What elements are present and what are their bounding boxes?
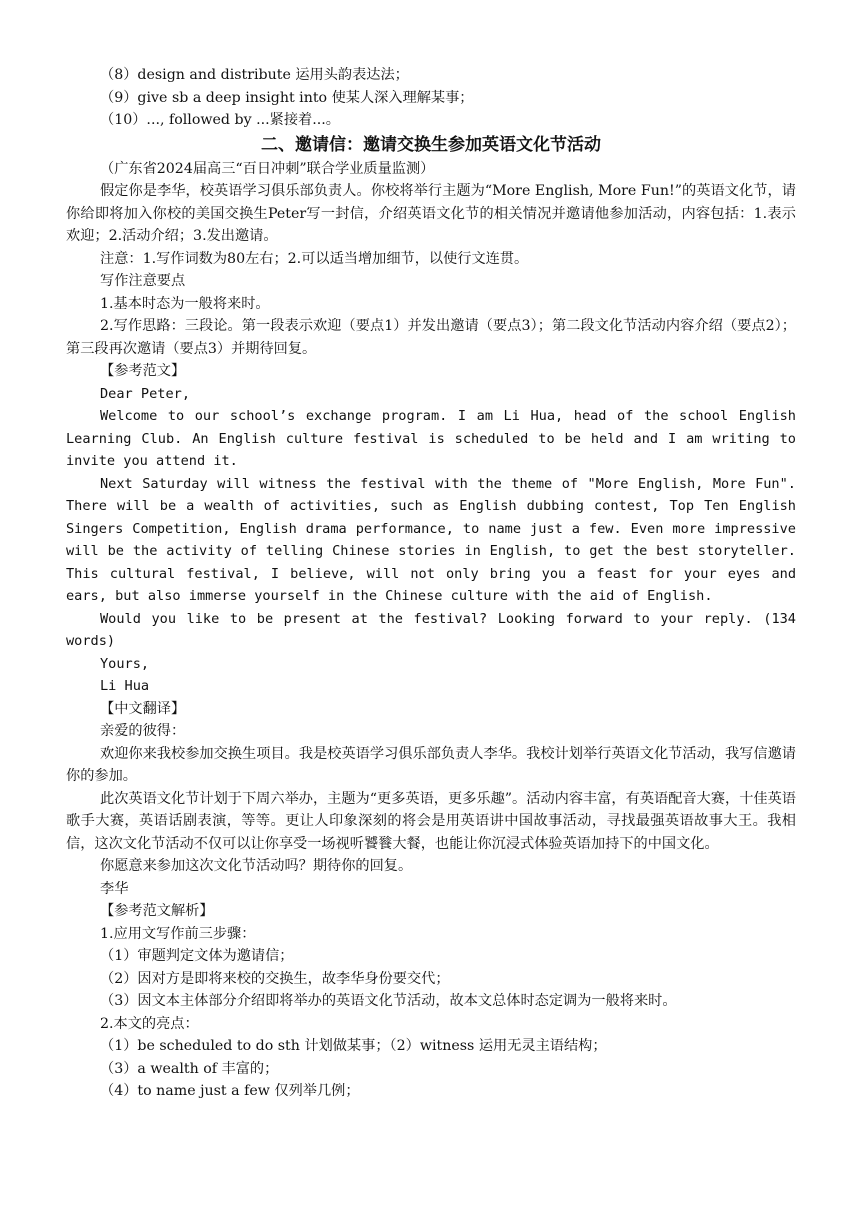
translation-paragraph: 欢迎你来我校参加交换生项目。我是校英语学习俱乐部负责人李华。我校计划举行英语文化节活动，我写信邀请你的参加。 bbox=[66, 745, 796, 784]
tips-heading: 写作注意要点 bbox=[100, 273, 186, 289]
letter-paragraph: Welcome to our school’s exchange program. I am Li Hua, head of the school English Learning Club. An English culture festival is scheduled to be held and I am writing to invite you attend it. bbox=[66, 408, 796, 469]
reference-heading: 【参考范文】 bbox=[100, 363, 186, 379]
analysis-item: （3）a wealth of 丰富的； bbox=[100, 1060, 279, 1077]
letter-signature: Li Hua bbox=[100, 678, 150, 694]
translation-paragraph: 此次英语文化节计划于下周六举办，主题为“更多英语，更多乐趣”。活动内容丰富，有英语配音大赛，十佳英语歌手大赛，英语话剧表演，等等。更让人印象深刻的将会是用英语讲中国故事活动，寻找最强英语故事大王。我相信，这次文化节活动不仅可以让你享受一场视听饕餮大餐，也能让你沉浸式体验英语加持下的中国文化。 bbox=[66, 790, 796, 852]
analysis-item: 1.应用文写作前三步骤： bbox=[100, 925, 256, 942]
analysis-item: （2）因对方是即将来校的交换生，故李华身份要交代； bbox=[100, 970, 450, 987]
translation-signature: 李华 bbox=[100, 880, 129, 897]
section-title: 二、邀请信：邀请交换生参加英语文化节活动 bbox=[261, 134, 601, 155]
translation-salutation: 亲爱的彼得： bbox=[100, 723, 186, 739]
translation-heading: 【中文翻译】 bbox=[100, 700, 186, 717]
tip-item: 1.基本时态为一般将来时。 bbox=[100, 295, 270, 312]
source-line: （广东省2024届高三“百日冲刺”联合学业质量监测） bbox=[100, 160, 435, 177]
letter-paragraph: Next Saturday will witness the festival with the theme of "More English, More Fun". There will be a wealth of activities, such as English dubbing contest, Top Ten English Singers Competition, English drama performance, to name just a few. Even more impressive will be the activity of telling Chinese stories in English, to get the best storyteller. This cultural festival, I believe, will not only bring you a feast for your eyes and ears, but also immerse yourself in the Chinese culture with the aid of English. bbox=[66, 475, 796, 604]
list-item: （8）design and distribute 运用头韵表达法； bbox=[100, 67, 409, 83]
tip-item: 2.写作思路：三段论。第一段表示欢迎（要点1）并发出邀请（要点3）；第二段文化节活动内容介绍（要点2）；第三段再次邀请（要点3）并期待回复。 bbox=[66, 318, 796, 357]
analysis-item: （4）to name just a few 仅列举几例； bbox=[100, 1083, 360, 1099]
task-prompt: 假定你是李华，校英语学习俱乐部负责人。你校将举行主题为“More English, More Fun!”的英语文化节，请你给即将加入你校的美国交换生Peter写一封信，介绍英语文化节的相关情况并邀请他参加活动，内容包括：1.表示欢迎；2.活动介绍；3.发出邀请。 bbox=[66, 183, 796, 244]
list-item: （10）..., followed by ...紧接着...。 bbox=[100, 112, 340, 128]
analysis-item: （1）审题判定文体为邀请信； bbox=[100, 948, 294, 964]
analysis-item: （1）be scheduled to do sth 计划做某事；（2）witness 运用无灵主语结构； bbox=[100, 1038, 607, 1054]
letter-paragraph: Would you like to be present at the festival? Looking forward to your reply. (134 words) bbox=[66, 610, 796, 649]
letter-salutation: Dear Peter, bbox=[100, 385, 191, 402]
letter-closing: Yours, bbox=[100, 655, 150, 672]
analysis-heading: 【参考范文解析】 bbox=[100, 903, 214, 919]
analysis-item: （3）因文本主体部分介绍即将举办的英语文化节活动，故本文总体时态定调为一般将来时。 bbox=[100, 993, 677, 1009]
word-count-note: 注意：1.写作词数为80左右；2.可以适当增加细节，以使行文连贯。 bbox=[100, 250, 529, 267]
list-item: （9）give sb a deep insight into 使某人深入理解某事； bbox=[100, 89, 474, 106]
analysis-item: 2.本文的亮点： bbox=[100, 1015, 199, 1032]
translation-paragraph: 你愿意来参加这次文化节活动吗？期待你的回复。 bbox=[100, 858, 413, 874]
document-page bbox=[66, 64, 796, 1103]
